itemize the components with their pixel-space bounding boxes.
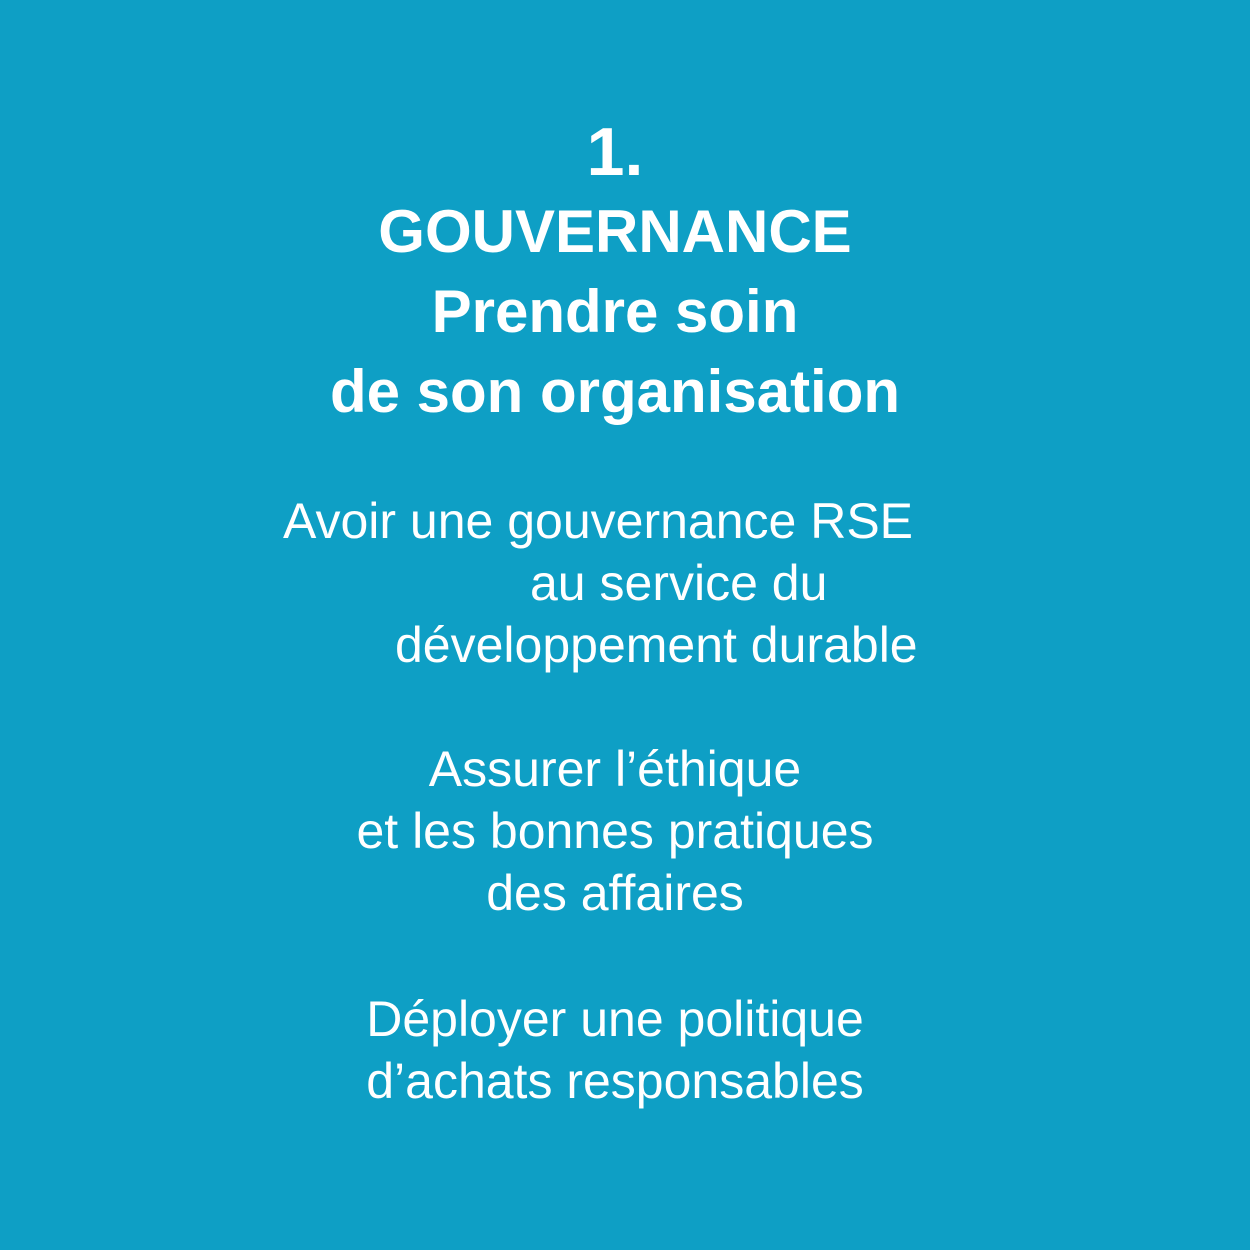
commitment-3-line-2: d’achats responsables [366, 1053, 864, 1109]
section-subtitle-line-2: de son organisation [329, 358, 901, 425]
commitment-2-line-3: des affaires [486, 865, 744, 921]
commitment-2-line-1: Assurer l’éthique [428, 741, 802, 797]
heading-block [0, 112, 1230, 432]
section-subtitle-line-1: Prendre soin [431, 278, 799, 345]
commitment-1-line-3: développement durable [395, 617, 918, 673]
section-number: 1. [586, 114, 644, 190]
section-category: GOUVERNANCE [378, 198, 852, 265]
commitment-2-line-2: et les bonnes pratiques [356, 803, 874, 859]
commitment-3-line-1: Déployer une politique [366, 991, 864, 1047]
commitment-1-line-2: au service du [530, 555, 828, 611]
commitment-1-line-1: Avoir une gouvernance RSE [283, 493, 914, 549]
